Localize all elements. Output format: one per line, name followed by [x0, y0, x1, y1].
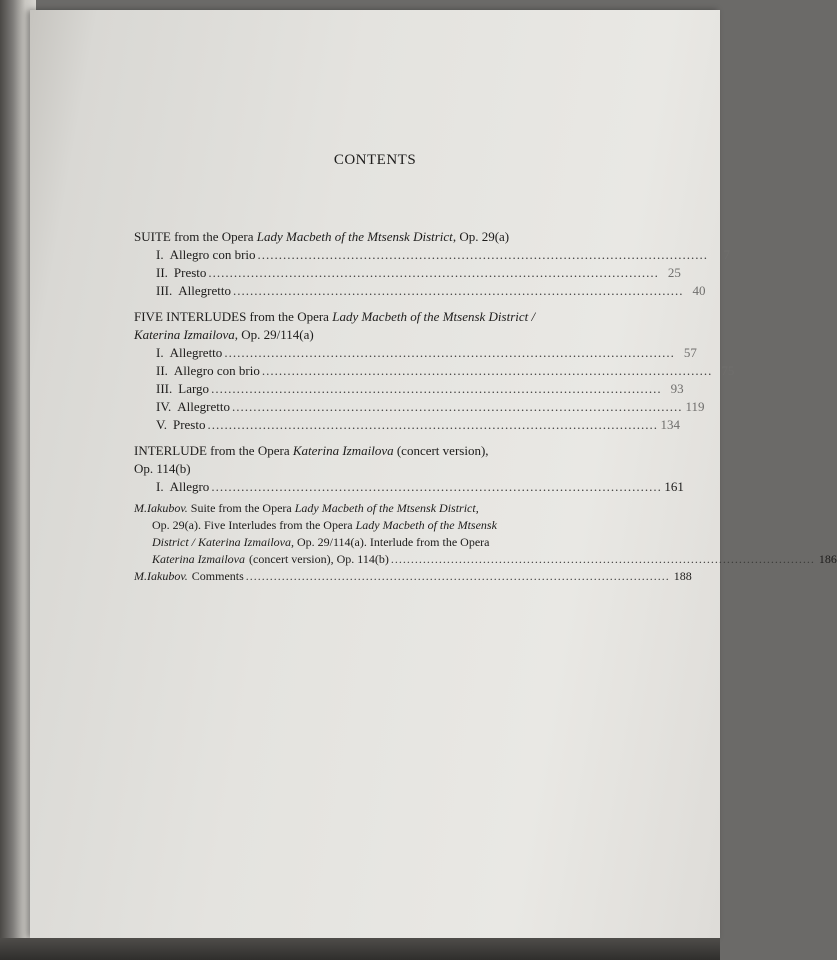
notes-italic: District / Katerina Izmailova, [152, 535, 294, 549]
entry-number: II. [156, 363, 168, 378]
interludes-title-text: FIVE INTERLUDES from the Opera [134, 309, 329, 324]
leader-dots: .......................................................................................................... [208, 265, 659, 280]
book-page [30, 10, 837, 938]
entry-label: Allegretto [169, 345, 223, 360]
notes-text: (concert version), Op. 114(b) [249, 552, 389, 566]
notes-italic: Lady Macbeth of the Mtsensk [355, 518, 497, 532]
entry-label: Largo [178, 381, 210, 396]
leader-dots: .......................................................................................................... [211, 479, 662, 494]
suite-title-opus: , Op. 29(a) [452, 229, 510, 244]
section-interlude [134, 442, 684, 496]
section-comments [134, 568, 692, 585]
toc-entry[interactable] [156, 398, 705, 416]
notes-text: Op. 29/114(a). Interlude from the Opera [297, 535, 490, 549]
leader-dots: .......................................................................................................... [207, 417, 658, 432]
entry-page: 25 [667, 265, 681, 280]
interludes-title2-italic: Katerina Izmailova [134, 327, 235, 342]
suite-title [134, 228, 584, 246]
entry-label: Presto [173, 265, 207, 280]
entry-label: Allegro [169, 479, 210, 494]
section-five-interludes [134, 308, 735, 434]
entry-label: Allegro con brio [173, 363, 260, 378]
toc-entry[interactable] [156, 344, 697, 362]
toc-entry[interactable] [156, 282, 706, 300]
interlude-title-opus: Op. 114(b) [134, 461, 191, 476]
notes-line-1 [134, 500, 584, 517]
entry-number: IV. [156, 399, 172, 414]
leader-dots: .......................................................................................................... [261, 363, 713, 378]
entry-label: Comments [191, 569, 244, 583]
interlude-title-text: INTERLUDE from the Opera [134, 443, 290, 458]
entry-page: 119 [685, 399, 705, 414]
entry-number: I. [156, 479, 164, 494]
interlude-title [134, 442, 584, 460]
entry-number: III. [156, 381, 173, 396]
entry-label: Allegro con brio [169, 247, 256, 262]
section-notes[interactable] [134, 500, 837, 568]
toc-entry[interactable] [156, 264, 681, 282]
entry-page: 188 [673, 569, 692, 583]
toc-entry[interactable] [156, 246, 731, 264]
leader-dots: .......................................................................................................... [211, 381, 662, 396]
leader-dots: .......................................................................................................... [224, 345, 675, 360]
comments-author: M.Iakubov. [134, 569, 188, 583]
suite-title-italic: Lady Macbeth of the Mtsensk District [256, 229, 453, 244]
entry-label: Allegretto [178, 283, 231, 298]
entry-page: 93 [670, 381, 684, 396]
entry-number: V. [156, 417, 167, 432]
entry-page: 7 [723, 247, 731, 262]
page-title: CONTENTS [333, 152, 417, 168]
interlude-title-italic: Katerina Izmailova [292, 443, 394, 458]
toc-entry[interactable] [156, 380, 684, 398]
notes-author: M.Iakubov. [134, 501, 188, 515]
entry-label: Presto [172, 417, 206, 432]
book-cover-edge [0, 938, 720, 960]
leader-dots: .......................................................................................................... [390, 552, 815, 566]
entry-number: I. [156, 345, 164, 360]
notes-italic: Lady Macbeth of the Mtsensk District, [294, 501, 479, 515]
interludes-title-line2 [134, 326, 584, 344]
toc-entry[interactable] [156, 362, 735, 380]
section-suite [134, 228, 731, 300]
entry-label: Allegretto [177, 399, 231, 414]
toc-entry[interactable] [134, 568, 692, 585]
entry-number: I. [156, 247, 164, 262]
interludes-title-italic: Lady Macbeth of the Mtsensk District / [332, 309, 536, 324]
entry-number: II. [156, 265, 168, 280]
entry-page: 134 [660, 417, 680, 432]
entry-page: 40 [692, 283, 706, 298]
leader-dots: .......................................................................................................... [257, 247, 709, 262]
notes-text: Op. 29(a). Five Interludes from the Opera [152, 518, 353, 532]
notes-text: Suite from the Opera [190, 501, 292, 515]
leader-dots: .......................................................................................................... [232, 399, 683, 414]
suite-title-text: SUITE from the Opera [134, 229, 254, 244]
entry-page: 186 [818, 552, 837, 566]
notes-italic: Katerina Izmailova [152, 552, 245, 566]
notes-line-4 [134, 551, 837, 568]
notes-line-3 [134, 534, 584, 551]
notes-line-2 [134, 517, 584, 534]
leader-dots: .......................................................................................................... [245, 569, 670, 583]
entry-page: 161 [664, 479, 684, 494]
entry-number: III. [156, 283, 173, 298]
toc-entry[interactable] [156, 416, 680, 434]
toc-entry[interactable] [156, 478, 684, 496]
entry-page: 57 [683, 345, 697, 360]
interludes-title-opus: , Op. 29/114(a) [234, 327, 314, 342]
interlude-title-version: (concert version), [396, 443, 489, 458]
interludes-title [134, 308, 584, 326]
entry-page: 75 [721, 363, 735, 378]
leader-dots: .......................................................................................................... [232, 283, 684, 298]
